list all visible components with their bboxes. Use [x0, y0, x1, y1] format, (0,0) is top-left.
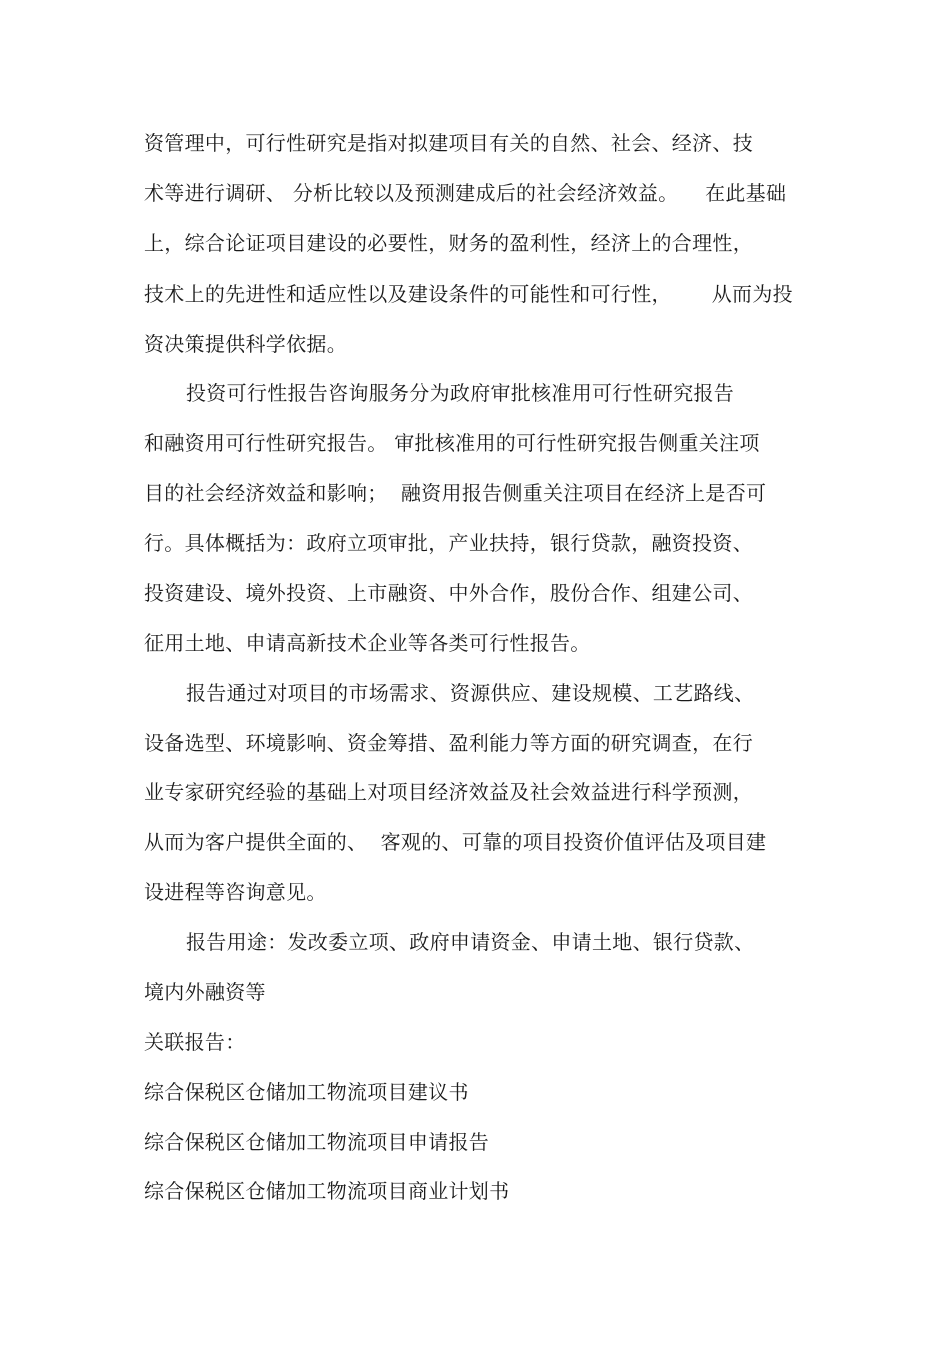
text-line: 投资建设、境外投资、上市融资、中外合作，股份合作、组建公司、 [144, 581, 753, 605]
text-line: 设备选型、环境影响、资金筹措、盈利能力等方面的研究调查，在行 [144, 731, 753, 755]
text-line: 和融资用可行性研究报告。 审批核准用的可行性研究报告侧重关注项 [144, 431, 760, 455]
text-line: 报告通过对项目的市场需求、资源供应、建设规模、工艺路线、 [186, 681, 755, 705]
text-line: 设进程等咨询意见。 [144, 880, 327, 904]
text-line: 术等进行调研、 分析比较以及预测建成后的社会经济效益。 在此基础 [144, 181, 787, 205]
text-line: 上，综合论证项目建设的必要性，财务的盈利性，经济上的合理性， [144, 231, 753, 255]
related-report-item[interactable]: 综合保税区仓储加工物流项目商业计划书 [144, 1179, 510, 1203]
related-report-item[interactable]: 综合保税区仓储加工物流项目申请报告 [144, 1130, 490, 1154]
text-line: 报告用途：发改委立项、政府申请资金、申请土地、银行贷款、 [186, 930, 755, 954]
text-line: 投资可行性报告咨询服务分为政府审批核准用可行性研究报告 [186, 381, 735, 405]
text-line: 目的社会经济效益和影响； 融资用报告侧重关注项目在经济上是否可 [144, 481, 767, 505]
text-line: 资管理中，可行性研究是指对拟建项目有关的自然、社会、经济、技 [144, 131, 753, 155]
text-line: 从而为客户提供全面的、 客观的、可靠的项目投资价值评估及项目建 [144, 830, 767, 854]
text-line: 境内外融资等 [144, 980, 266, 1004]
text-line: 资决策提供科学依据。 [144, 332, 347, 356]
text-line: 征用土地、申请高新技术企业等各类可行性报告。 [144, 631, 591, 655]
text-line: 技术上的先进性和适应性以及建设条件的可能性和可行性， 从而为投 [144, 282, 793, 306]
related-reports-heading: 关联报告： [144, 1030, 246, 1054]
related-report-item[interactable]: 综合保税区仓储加工物流项目建议书 [144, 1080, 469, 1104]
text-line: 行。具体概括为：政府立项审批，产业扶持，银行贷款，融资投资、 [144, 531, 753, 555]
text-line: 业专家研究经验的基础上对项目经济效益及社会效益进行科学预测， [144, 780, 753, 804]
